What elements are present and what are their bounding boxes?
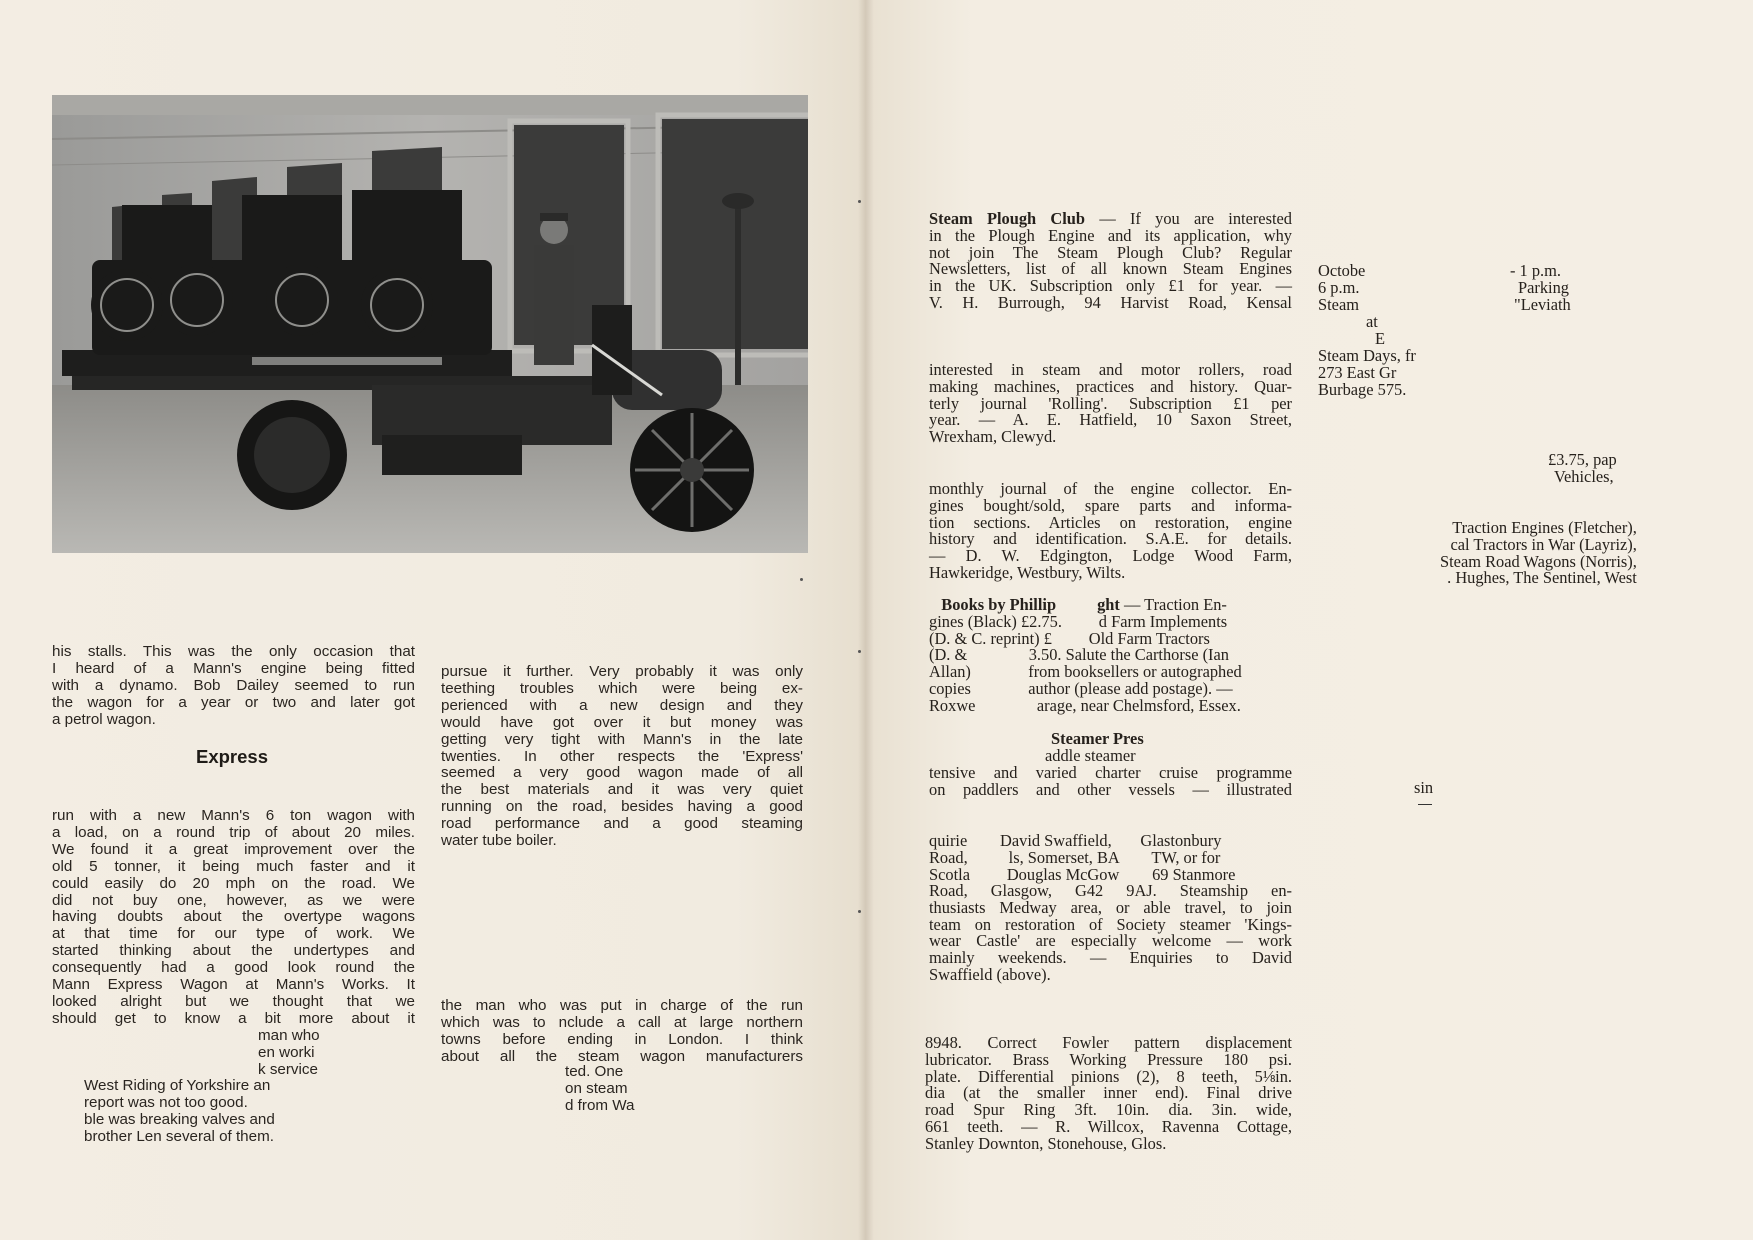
col2-bottom-text: the man who was put in charge of the run which was to nclude a call at large northern towns before ending in London. I think about all the steam wagon manufacturers — [441, 997, 803, 1065]
steam-wagon-photo — [52, 95, 808, 553]
steam-plough-title: Steam Plough Club — [929, 209, 1086, 228]
page-mark-left — [800, 578, 803, 581]
col1-bottom-text: run with a new Mann's 6 ton wagon with a load, on a round trip of about 20 miles. We found it a great improvement over the old 5 tonner, it being much faster and it could easily do 20 mph on the road. We did not buy one, however, as we were having doubts about the overtype wagons at that time for our type of work. We started thinking about the undertypes and consequently had a good look round the Mann Express Wagon at Mann's Works. It looked alright but we thought that we should get to know a bit more about it — [52, 807, 415, 1027]
event-fragment-at: at — [1366, 312, 1378, 331]
steamer-title: Steamer Pres — [1051, 729, 1144, 748]
event-fragment-a: Octobe 6 p.m. Steam — [1318, 261, 1366, 314]
price-fragment: £3.75, pap Vehicles, — [1548, 450, 1617, 486]
steamer-line-0: addle steamer — [1045, 746, 1136, 765]
event-fragment-b: Steam Days, fr 273 East Gr Burbage 575. — [1318, 346, 1416, 399]
sin-fragment: sin — [1414, 778, 1434, 797]
page-mark-right-3 — [858, 910, 861, 913]
books-list-fragment: Traction Engines (Fletcher), cal Tractors in War (Layriz), Steam Road Wagons (Norris), . Hughes, The Sentinel, West — [1440, 518, 1637, 588]
steamer-notice: tensive and varied charter cruise programme on paddlers and other vessels — illustrated — [929, 763, 1292, 799]
rollers-notice: interested in steam and motor rollers, road making machines, practices and history. Quar- terly journal 'Rolling'. Subscription £1 per year. — A. E. Hatfield, 10 Saxon Street, Wrexham, Clewyd. — [929, 360, 1292, 447]
fowler-lubricator-notice: 8948. Correct Fowler pattern displacement lubricator. Brass Working Pressure 180 psi. plate. Differential pinions (2), 8 teeth, 5⅛in. dia (at the smaller inner end). Final drive road Spur Ring 3ft. 10in. dia. 3in. wide, 661 teeth. — R. Willcox, Ravenna Cottage, Stanley Downton, Stonehouse, Glos. — [925, 1033, 1292, 1153]
page-mark-right — [858, 200, 861, 203]
event-fragment-e: E — [1375, 329, 1386, 348]
enquiries-notice-cont: Road, Glasgow, G42 9AJ. Steamship en- thusiasts Medway area, or able travel, to join team on restoration of Society steamer 'Kings- wear Castle' are especially welcome — work mainly weekends. — Enquiries to David Swaffield (above). — [929, 881, 1292, 984]
short-rule — [1418, 804, 1432, 805]
books-notice: Books by Phillip ght — Traction En- gines (Black) £2.75. d Farm Implements (D. & C. reprint) £ Old Farm Tractors (D. & 3.50. Salute the Carthorse (Ian Allan) from booksellers or autographed copies author (please add postage). — Roxwe arage, near Chelmsford, Essex. — [929, 595, 1242, 715]
page-mark-right-2 — [858, 650, 861, 653]
engine-collector-notice: monthly journal of the engine collector. En- gines bought/sold, spare parts and informa- tion sections. Articles on restoration, engine history and identification. S.A.E. for details. — D. W. Edgington, Lodge Wood Farm, Hawkeridge, Westbury, Wilts. — [929, 479, 1292, 582]
col1-tail: West Riding of Yorkshire an report was not too good. ble was breaking valves and brother Len several of them. — [84, 1077, 275, 1145]
steam-plough-club-notice: Steam Plough Club — If you are interested in the Plough Engine and its application, why not join The Steam Plough Club? Regular Newsletters, list of all known Steam Engines in the UK. Subscription only £1 for year. — V. H. Burrough, 94 Harvist Road, Kensal — [929, 209, 1292, 312]
enquiries-notice: quirie David Swaffield, Glastonbury Road, ls, Somerset, BA TW, or for Scotla Douglas McGow 69 Stanmore — [929, 831, 1236, 884]
page-gutter — [858, 0, 874, 1240]
col2-fragments: ted. One on steam d from Wa — [565, 1063, 635, 1114]
col1-top-text: his stalls. This was the only occasion that I heard of a Mann's engine being fitted with a dynamo. Bob Dailey seemed to run the wagon for a year or two and later got a petrol wagon. — [52, 643, 415, 728]
col2-top-text: pursue it further. Very probably it was only teething troubles which were being ex- perienced with a new design and they would have got over it but money was getting very tight with Mann's in the late twenties. In other respects the 'Express' seemed a very good wagon made of all the best materials and it was very quiet running on the road, besides having a good road performance and a good steaming water tube boiler. — [441, 663, 803, 850]
event-fragment-c: - 1 p.m. Parking "Leviath — [1510, 261, 1571, 314]
heading-express: Express — [196, 746, 268, 767]
col1-fragments: man who en worki k service — [258, 1027, 320, 1078]
